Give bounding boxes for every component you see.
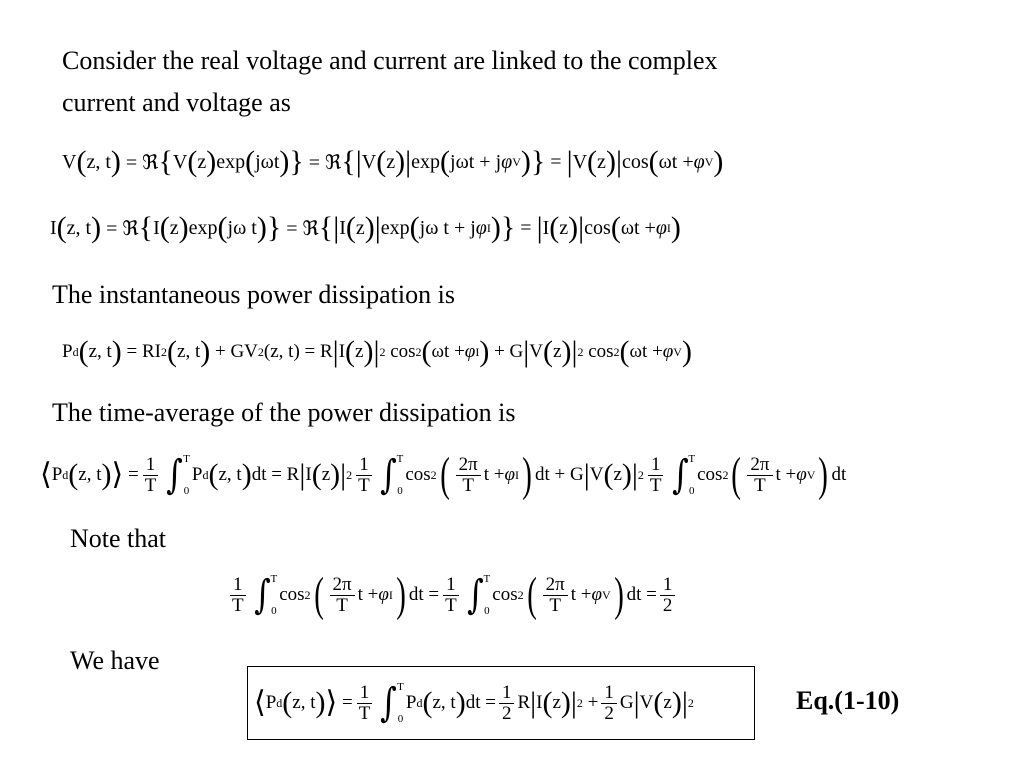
current-equation: I ( z, t ) = ℜ { I ( z ) exp ( jω t ) } = ℜ { | I ( z ) | exp ( jω t + j φ I ) } = | I ( z ) | cos ( ωt + φ I ) (50, 211, 681, 244)
intro-line-1: Consider the real voltage and current are linked to the complex (62, 46, 718, 75)
we-have-label: We have (70, 646, 160, 675)
voltage-equation: V ( z, t ) = ℜ { V ( z ) exp ( jωt ) } = ℜ { | V ( z ) | exp ( jωt + j φ V ) } = | V ( z ) | cos ( ωt + φ V ) (62, 145, 724, 178)
power-equation: P d ( z, t ) = RI 2 ( z, t ) + GV 2 (z, t) = R | I ( z ) | 2 cos 2 ( ωt + φ I ) + G | V ( z ) | 2 cos 2 ( ωt + φ V ) (62, 335, 692, 368)
result-equation: ⟨ P d ( z, t ) ⟩ = $\frac{1}{T}$ ∫ T 0 P d ( z, t ) dt = $\frac{1}{2}$ R | I ( z ) | 2 + $\frac{1}{2}$ G | V ( z ) | 2 (254, 680, 694, 726)
time-average-label: The time-average of the power dissipation is (52, 398, 516, 427)
intro-line-2: current and voltage as (62, 88, 291, 117)
note-that-label: Note that (70, 524, 167, 553)
equation-number: Eq.(1-10) (796, 686, 900, 715)
instantaneous-label: The instantaneous power dissipation is (52, 280, 455, 309)
average-equation: ⟨ P d ( z, t ) ⟩ = $\frac{1}{T}$ ∫ T 0 P d ( z, t ) dt = R | I ( z ) | 2 $\frac{1}{T}$ ∫ T 0 cos 2 ( $\frac{2\pi}{T}$ t + φ I ) dt + G | V ( z ) | 2 $\frac{1}{T}$ ∫ T 0 cos 2 ( $\frac{2\pi}{T}$ t + φ V ) dt (40, 448, 847, 501)
note-equation: $\frac{1}{T}$ ∫ T 0 cos 2 ( $\frac{2\pi}{T}$ t + φ I ) dt = $\frac{1}{T}$ ∫ T 0 cos 2 ( $\frac{2\pi}{T}$ t + φ V ) dt = $\frac{1}{2}$ (226, 562, 678, 628)
